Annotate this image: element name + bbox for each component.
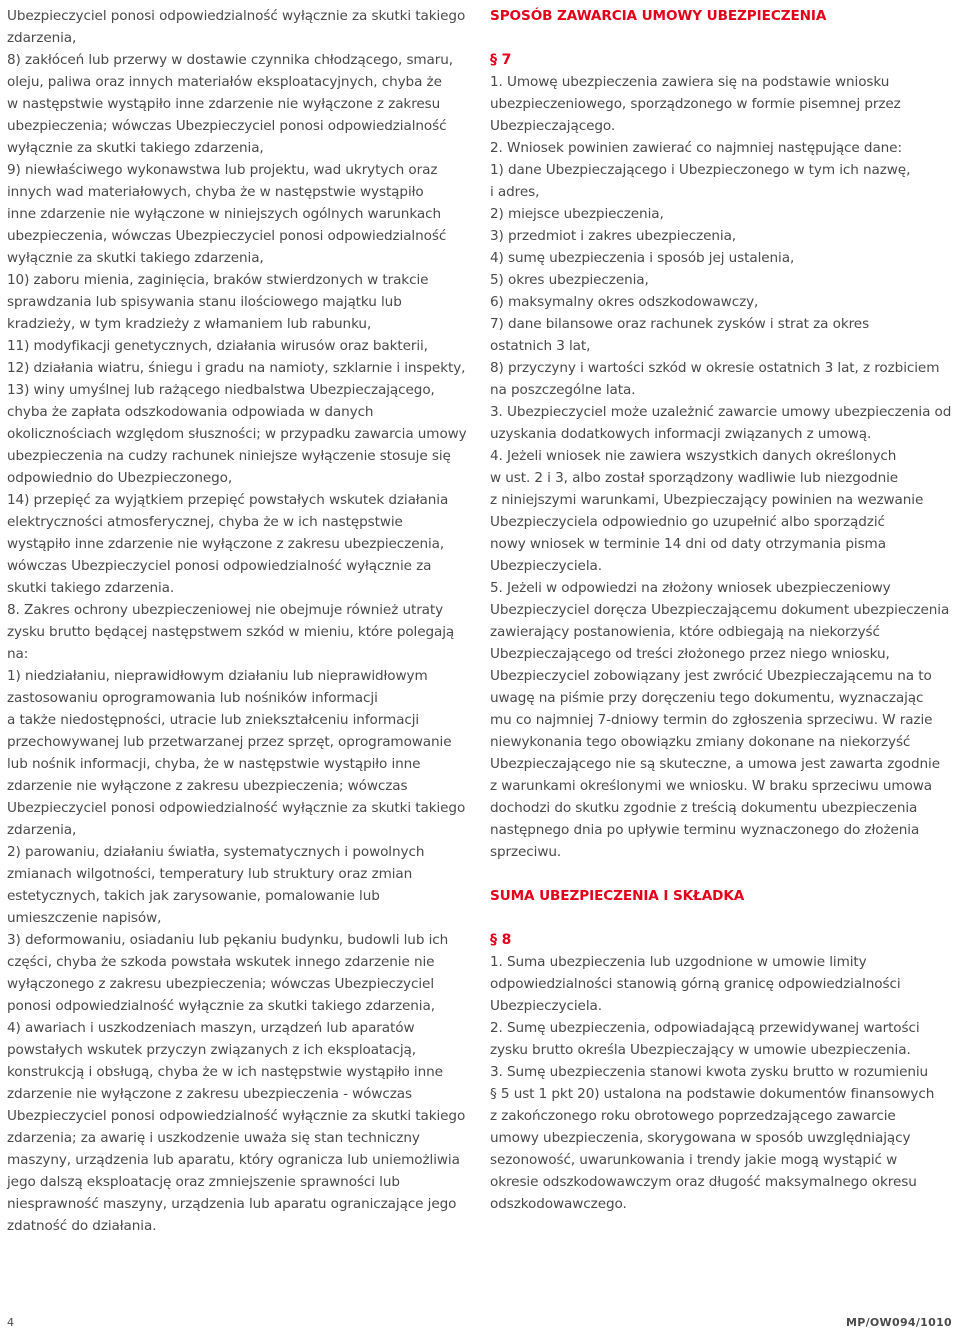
text-line: zdarzenia, — [7, 30, 77, 46]
text-line: niesprawność maszyny, urządzenia lub aparatu ograniczające jego — [7, 1196, 457, 1212]
text-line: 1. Umowę ubezpieczenia zawiera się na podstawie wniosku — [490, 74, 890, 90]
text-line: uzyskania dodatkowych informacji związanych z umową. — [490, 426, 872, 442]
text-line: zdarzenie nie wyłączone z zakresu ubezpieczenia; wówczas — [7, 778, 408, 794]
text-line: 8) przyczyny i wartości szkód w okresie ostatnich 3 lat, z rozbiciem — [490, 360, 940, 376]
text-line: 1) dane Ubezpieczającego i Ubezpieczonego w tym ich nazwę, — [490, 162, 911, 178]
text-line: z zakończonego roku obrotowego poprzedzającego zawarcie — [490, 1108, 896, 1124]
text-line: zysku brutto określa Ubezpieczający w umowie ubezpieczenia. — [490, 1042, 911, 1058]
text-line: § 5 ust 1 pkt 20) ustalona na podstawie dokumentów finansowych — [490, 1086, 935, 1102]
text-line: Ubezpieczyciel ponosi odpowiedzialność wyłącznie za skutki takiego — [7, 8, 466, 24]
text-line: zdarzenie nie wyłączone z zakresu ubezpieczenia - wówczas — [7, 1086, 413, 1102]
text-line: 2) parowaniu, działaniu światła, systematycznych i powolnych — [7, 844, 425, 860]
page-number: 4 — [7, 1316, 14, 1329]
text-line: zysku brutto będącej następstwem szkód w mieniu, które polegają — [7, 624, 455, 640]
text-line: 3) deformowaniu, osiadaniu lub pękaniu budynku, budowli lub ich — [7, 932, 449, 948]
text-line: na: — [7, 646, 29, 662]
text-line: ubezpieczeniowego, sporządzonego w formie pisemnej przez — [490, 96, 901, 112]
text-line: 4. Jeżeli wniosek nie zawiera wszystkich danych określonych — [490, 448, 897, 464]
text-line: 2. Wniosek powinien zawierać co najmniej następujące dane: — [490, 140, 902, 156]
text-line: umowy ubezpieczenia, skorygowana w sposób uwzględniający — [490, 1130, 911, 1146]
text-line: 4) sumę ubezpieczenia i sposób jej ustalenia, — [490, 250, 795, 266]
text-line: 3) przedmiot i zakres ubezpieczenia, — [490, 228, 737, 244]
text-line: 9) niewłaściwego wykonawstwa lub projektu, wad ukrytych oraz — [7, 162, 438, 178]
text-line: ubezpieczenia; wówczas Ubezpieczyciel ponosi odpowiedzialność — [7, 118, 447, 134]
text-line: uwagę na piśmie przy doręczeniu tego dokumentu, wyznaczając — [490, 690, 924, 706]
text-line: sprawdzania lub spisywania stanu ilościowego majątku lub — [7, 294, 402, 310]
text-line: okolicznościach względom słuszności; w przypadku zawarcia umowy — [7, 426, 467, 442]
text-line: Ubezpieczającego. — [490, 118, 616, 134]
text-line: w ust. 2 i 3, albo został sporządzony wadliwie lub niezgodnie — [490, 470, 899, 486]
section-number-8: § 8 — [490, 932, 512, 948]
text-line: 6) maksymalny okres odszkodowawczy, — [490, 294, 759, 310]
text-line: i adres, — [490, 184, 540, 200]
text-line: mu co najmniej 7-dniowy termin do zgłoszenia sprzeciwu. W razie — [490, 712, 933, 728]
section-8-body — [490, 951, 952, 1215]
text-line: sprzeciwu. — [490, 844, 562, 860]
text-line: sezonowość, uwarunkowania i trendy jakie mogą wystąpić w — [490, 1152, 898, 1168]
spacer — [490, 907, 952, 929]
text-line: 13) winy umyślnej lub rażącego niedbalstwa Ubezpieczającego, — [7, 382, 435, 398]
text-line: ubezpieczenia na cudzy rachunek niniejsze wyłączenie stosuje się — [7, 448, 451, 464]
text-line: Ubezpieczyciel doręcza Ubezpieczającemu dokument ubezpieczenia — [490, 602, 950, 618]
text-line: okresie odszkodowawczym oraz długość maksymalnego okresu — [490, 1174, 917, 1190]
spacer — [490, 863, 952, 885]
text-line: estetycznych, takich jak zarysowanie, pomalowanie lub — [7, 888, 380, 904]
text-line: innych wad materiałowych, chyba że w następstwie wystąpiło — [7, 184, 424, 200]
text-line: Ubezpieczającego od treści złożonego przez niego wniosku, — [490, 646, 890, 662]
text-line: Ubezpieczyciela odpowiednio go uzupełnić albo sporządzić — [490, 514, 885, 530]
text-line: powstałych wskutek przyczyn związanych z ich eksploatacją, — [7, 1042, 416, 1058]
text-line: zastosowaniu oprogramowania lub nośników informacji — [7, 690, 378, 706]
right-column — [490, 5, 952, 1215]
text-line: 14) przepięć za wyjątkiem przepięć powstałych wskutek działania — [7, 492, 449, 508]
section-7-body — [490, 71, 952, 863]
left-column — [7, 5, 469, 1237]
text-line: 1) niedziałaniu, nieprawidłowym działaniu lub nieprawidłowym — [7, 668, 428, 684]
text-line: chyba że zapłata odszkodowania odpowiada w danych — [7, 404, 374, 420]
text-line: 1. Suma ubezpieczenia lub uzgodnione w umowie limity — [490, 954, 867, 970]
text-line: odpowiednio do Ubezpieczonego, — [7, 470, 233, 486]
text-line: 10) zaboru mienia, zaginięcia, braków stwierdzonych w trakcie — [7, 272, 429, 288]
text-line: 7) dane bilansowe oraz rachunek zysków i strat za okres — [490, 316, 870, 332]
text-line: dochodzi do skutku zgodnie z treścią dokumentu ubezpieczenia — [490, 800, 918, 816]
section-heading-sum: SUMA UBEZPIECZENIA I SKŁADKA — [490, 888, 745, 904]
text-line: wyłączonego z zakresu ubezpieczenia; wówczas Ubezpieczyciel — [7, 976, 434, 992]
text-line: 8. Zakres ochrony ubezpieczeniowej nie obejmuje również utraty — [7, 602, 444, 618]
text-line: na poszczególne lata. — [490, 382, 636, 398]
text-line: 12) działania wiatru, śniegu i gradu na namioty, szklarnie i inspekty, — [7, 360, 466, 376]
text-line: Ubezpieczyciela. — [490, 558, 602, 574]
text-line: a także niedostępności, utracie lub zniekształceniu informacji — [7, 712, 420, 728]
text-line: odpowiedzialności stanowią górną granicę odpowiedzialności — [490, 976, 901, 992]
text-line: Ubezpieczyciela. — [490, 998, 602, 1014]
text-line: następnego dnia po upływie terminu wyznaczonego do złożenia — [490, 822, 920, 838]
text-line: 5. Jeżeli w odpowiedzi na złożony wniosek ubezpieczeniowy — [490, 580, 891, 596]
text-line: ostatnich 3 lat, — [490, 338, 591, 354]
text-line: z niniejszymi warunkami, Ubezpieczający powinien na wezwanie — [490, 492, 924, 508]
page-footer — [7, 1316, 952, 1332]
text-line: 8) zakłóceń lub przerwy w dostawie czynnika chłodzącego, smaru, — [7, 52, 454, 68]
text-line: wówczas Ubezpieczyciel ponosi odpowiedzialność wyłącznie za — [7, 558, 432, 574]
text-line: nowy wniosek w terminie 14 dni od daty otrzymania pisma — [490, 536, 886, 552]
text-line: jego dalszą eksploatację oraz zmniejszenie sprawności lub — [7, 1174, 400, 1190]
text-line: inne zdarzenie nie wyłączone w niniejszych ogólnych warunkach — [7, 206, 441, 222]
text-line: oleju, paliwa oraz innych materiałów eksploatacyjnych, chyba że — [7, 74, 442, 90]
text-line: w następstwie wystąpiło inne zdarzenie nie wyłączone z zakresu — [7, 96, 441, 112]
text-line: 2. Sumę ubezpieczenia, odpowiadającą przewidywanej wartości — [490, 1020, 920, 1036]
spacer — [490, 27, 952, 49]
text-line: maszyny, urządzenia lub aparatu, który ogranicza lub uniemożliwia — [7, 1152, 460, 1168]
section-heading-contract: SPOSÓB ZAWARCIA UMOWY UBEZPIECZENIA — [490, 8, 827, 24]
text-line: Ubezpieczyciel zobowiązany jest zwrócić Ubezpieczającemu na to — [490, 668, 932, 684]
text-line: wyłącznie za skutki takiego zdarzenia, — [7, 140, 264, 156]
text-line: umieszczenie napisów, — [7, 910, 162, 926]
text-line: 3. Sumę ubezpieczenia stanowi kwota zysku brutto w rozumieniu — [490, 1064, 929, 1080]
text-line: 5) okres ubezpieczenia, — [490, 272, 649, 288]
text-line: elektryczności atmosferycznej, chyba że w ich następstwie — [7, 514, 403, 530]
text-line: Ubezpieczyciel ponosi odpowiedzialność wyłącznie za skutki takiego — [7, 800, 466, 816]
text-line: odszkodowawczego. — [490, 1196, 627, 1212]
text-line: zdarzenia, — [7, 822, 77, 838]
text-line: części, chyba że szkoda powstała wskutek innego zdarzenie nie — [7, 954, 435, 970]
text-line: 11) modyfikacji genetycznych, działania wirusów oraz bakterii, — [7, 338, 428, 354]
text-line: ubezpieczenia, wówczas Ubezpieczyciel ponosi odpowiedzialność — [7, 228, 447, 244]
text-line: niewykonania tego obowiązku zmiany dokonane na niekorzyść — [490, 734, 911, 750]
text-line: zdarzenia; za awarię i uszkodzenie uważa się stan techniczny — [7, 1130, 420, 1146]
text-line: 4) awariach i uszkodzeniach maszyn, urządzeń lub aparatów — [7, 1020, 415, 1036]
text-line: wystąpiło inne zdarzenie nie wyłączone z zakresu ubezpieczenia, — [7, 536, 445, 552]
text-line: kradzieży, w tym kradzieży z włamaniem lub rabunku, — [7, 316, 372, 332]
text-line: konstrukcją i obsługą, chyba że w ich następstwie wystąpiło inne — [7, 1064, 443, 1080]
text-line: 3. Ubezpieczyciel może uzależnić zawarcie umowy ubezpieczenia od — [490, 404, 952, 420]
text-line: ponosi odpowiedzialność wyłącznie za skutki takiego zdarzenia, — [7, 998, 435, 1014]
text-line: wyłącznie za skutki takiego zdarzenia, — [7, 250, 264, 266]
document-code: MP/OW094/1010 — [845, 1316, 952, 1329]
text-line: skutki takiego zdarzenia. — [7, 580, 175, 596]
text-line: Ubezpieczającego nie są skuteczne, a umowa jest zawarta zgodnie — [490, 756, 941, 772]
text-line: lub nośnik informacji, chyba, że w następstwie wystąpiło inne — [7, 756, 421, 772]
text-line: zdatność do działania. — [7, 1218, 157, 1234]
text-line: przechowywanej lub przetwarzanej przez sprzęt, oprogramowanie — [7, 734, 452, 750]
text-line: Ubezpieczyciel ponosi odpowiedzialność wyłącznie za skutki takiego — [7, 1108, 466, 1124]
text-line: 2) miejsce ubezpieczenia, — [490, 206, 664, 222]
section-number-7: § 7 — [490, 52, 512, 68]
text-line: zmianach wilgotności, temperatury lub struktury oraz zmian — [7, 866, 413, 882]
text-line: zawierający postanowienia, które odbiegają na niekorzyść — [490, 624, 880, 640]
text-line: z warunkami określonymi we wniosku. W braku sprzeciwu umowa — [490, 778, 932, 794]
